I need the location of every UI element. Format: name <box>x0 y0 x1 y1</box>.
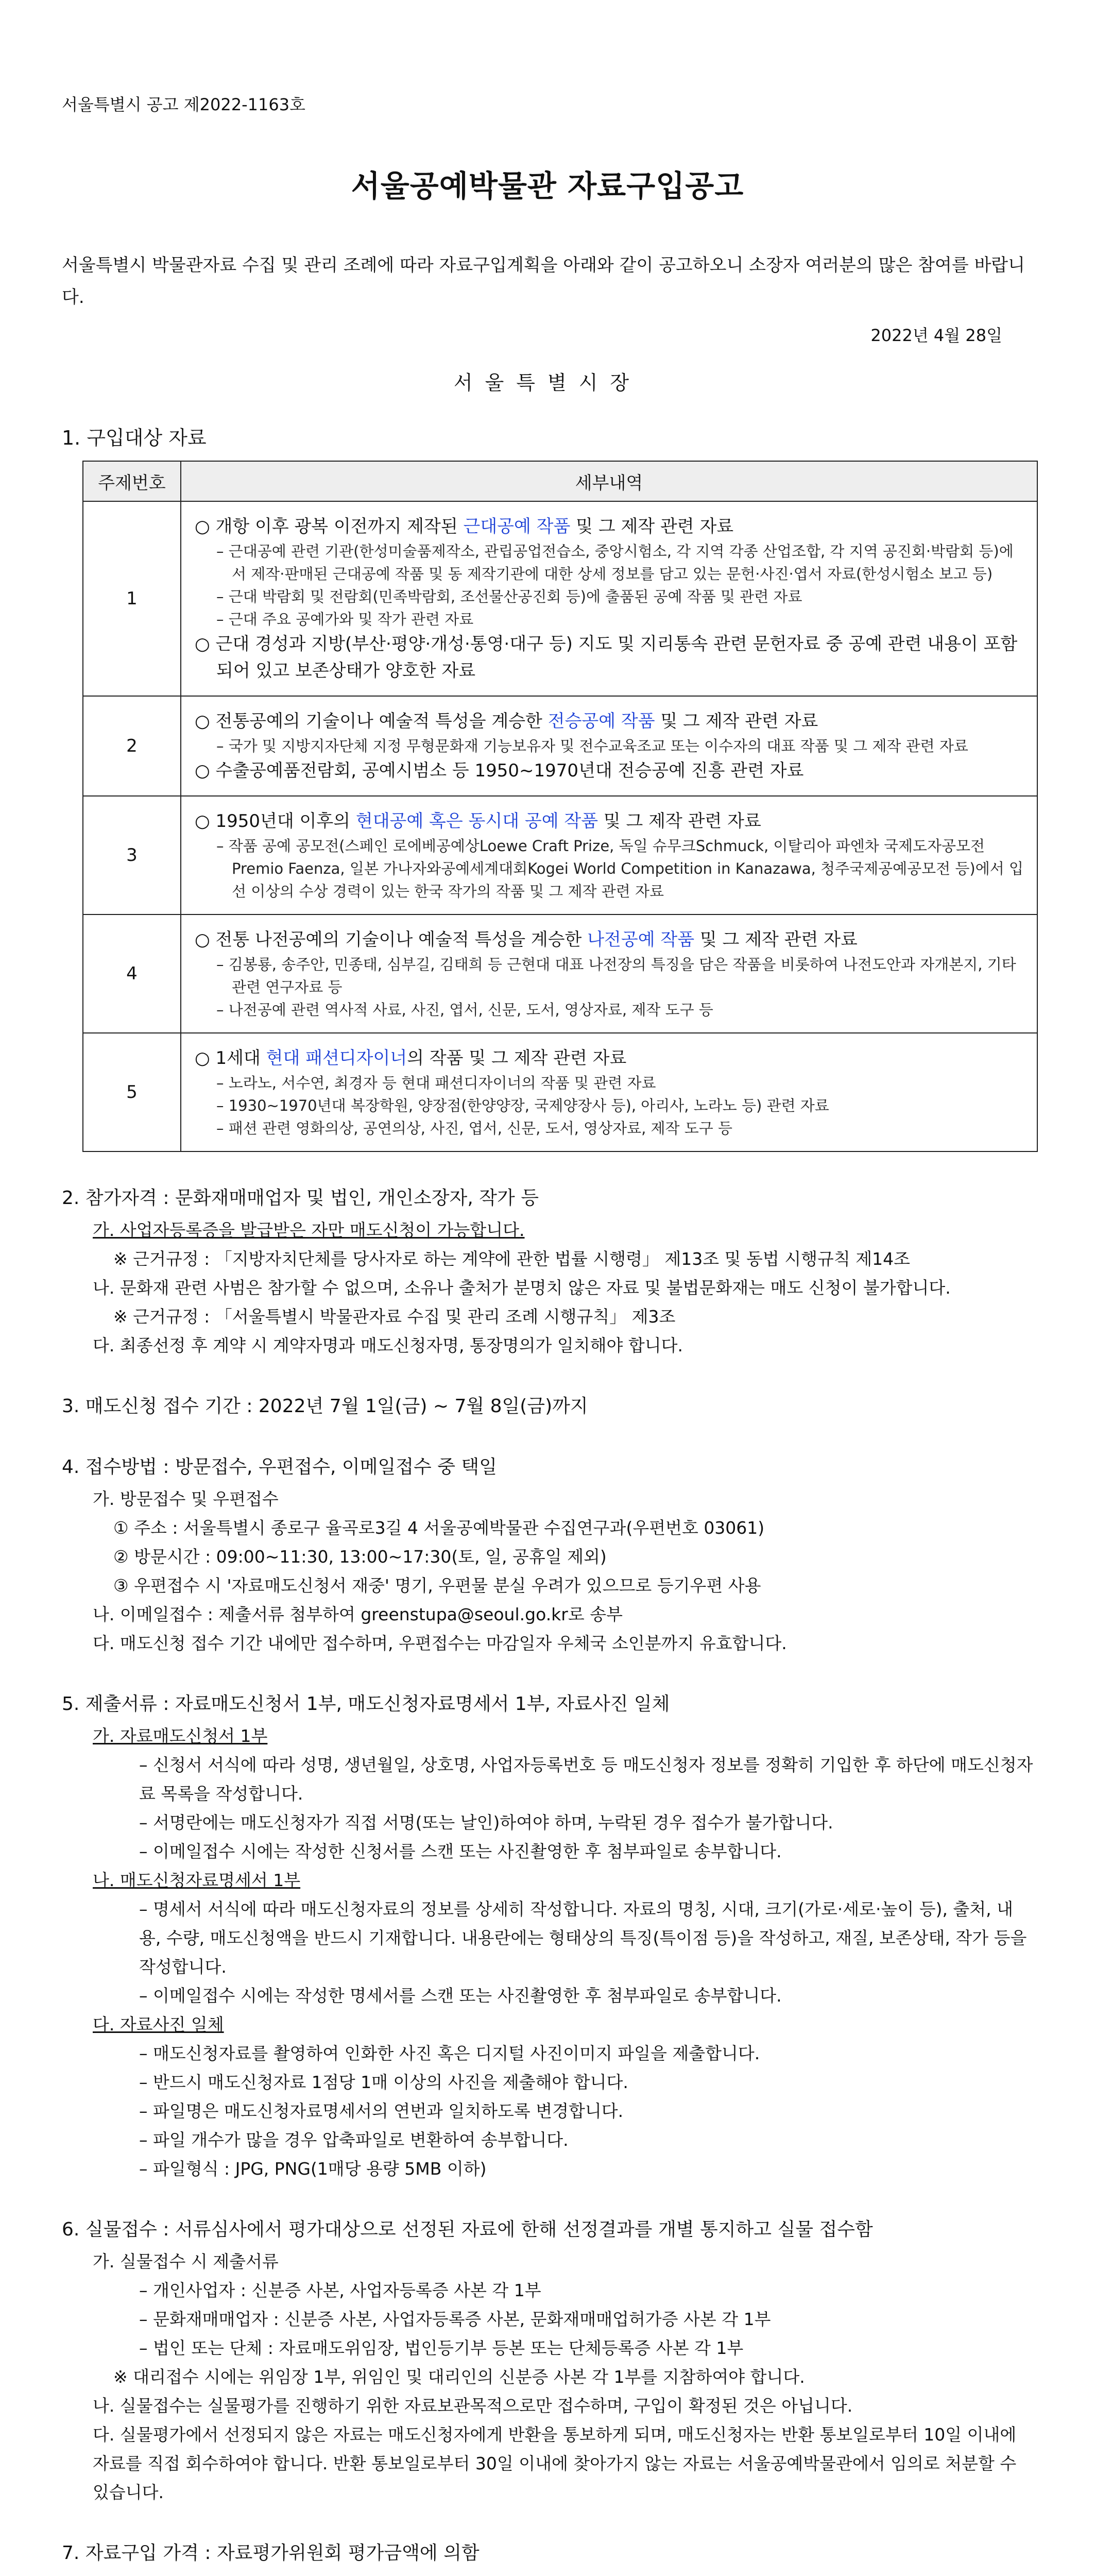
table-row <box>83 696 1037 796</box>
table-row <box>83 1033 1037 1151</box>
table-body <box>83 501 1037 1151</box>
topic-details <box>181 796 1037 914</box>
highlighted-term: 전승공예 작품 <box>548 711 655 732</box>
section-line: 다. 최종선정 후 계약 시 계약자명과 매도신청자명, 통장명의가 일치해야 합니다. <box>93 1335 683 1355</box>
highlighted-term: 근대공예 작품 <box>463 516 571 537</box>
notice-date: 2022년 4월 28일 <box>870 326 1002 345</box>
section-line: 다. 자료사진 일체 <box>93 2014 224 2035</box>
sub-item: – 나전공예 관련 역사적 사료, 사진, 엽서, 신문, 도서, 영상자료, 제작 도구 등 <box>216 1001 713 1019</box>
section-line: – 개인사업자 : 신분증 사본, 사업자등록증 사본 각 1부 <box>139 2280 541 2300</box>
topic-details <box>181 1033 1037 1151</box>
section-line: 가. 방문접수 및 우편접수 <box>93 1489 279 1509</box>
main-item: ○ 1950년대 이후의 현대공예 혹은 동시대 공예 작품 및 그 제작 관련 자료 <box>195 811 761 832</box>
section-line: – 매도신청자료를 촬영하여 인화한 사진 혹은 디지털 사진이미지 파일을 제출합니다. <box>139 2043 760 2063</box>
sub-item: – 근대 박람회 및 전람회(민족박람회, 조선물산공진회 등)에 출품된 공예 작품 및 관련 자료 <box>216 588 802 605</box>
sub-item: – 근대 주요 공예가와 및 작가 관련 자료 <box>216 611 474 628</box>
section-line: 가. 사업자등록증을 발급받은 자만 매도신청이 가능합니다. <box>93 1220 525 1240</box>
table-row <box>83 914 1037 1033</box>
topic-details <box>181 501 1037 696</box>
section-1-title: 1. 구입대상 자료 <box>62 427 207 449</box>
section-line: – 문화재매매업자 : 신분증 사본, 사업자등록증 사본, 문화재매매업허가증 사본 각 1부 <box>139 2309 771 2329</box>
section-line: 가. 자료매도신청서 1부 <box>93 1726 268 1746</box>
section-title: 6. 실물접수 : 서류심사에서 평가대상으로 선정된 자료에 한해 선정결과를 개별 통지하고 실물 접수함 <box>62 2219 873 2240</box>
main-item: ○ 전통공예의 기술이나 예술적 특성을 계승한 전승공예 작품 및 그 제작 관련 자료 <box>195 711 818 732</box>
sub-item: – 국가 및 지방지자단체 지정 무형문화재 기능보유자 및 전수교육조교 또는 이수자의 대표 작품 및 그 제작 관련 자료 <box>216 737 968 755</box>
section-line: 나. 이메일접수 : 제출서류 첨부하여 greenstupa@seoul.go.kr로 송부 <box>93 1604 623 1624</box>
section-line: – 법인 또는 단체 : 자료매도위임장, 법인등기부 등본 또는 단체등록증 사본 각 1부 <box>139 2338 744 2358</box>
section-title: 5. 제출서류 : 자료매도신청서 1부, 매도신청자료명세서 1부, 자료사진 일체 <box>62 1693 670 1715</box>
section-line: – 이메일접수 시에는 작성한 신청서를 스캔 또는 사진촬영한 후 첨부파일로 송부합니다. <box>139 1841 782 1861</box>
section-5 <box>62 1690 1033 2183</box>
section-line: – 파일형식 : JPG, PNG(1매당 용량 5MB 이하) <box>139 2159 487 2179</box>
section-line: ※ 근거규정 : 「지방자치단체를 당사자로 하는 계약에 관한 법률 시행령」 제13조 및 동법 시행규칙 제14조 <box>113 1249 910 1269</box>
section-title: 4. 접수방법 : 방문접수, 우편접수, 이메일접수 중 택일 <box>62 1456 497 1478</box>
section-4 <box>62 1453 1033 1658</box>
purchase-target-table <box>82 461 1038 1152</box>
section-line: ② 방문시간 : 09:00~11:30, 13:00~17:30(토, 일, 공휴일 제외) <box>113 1547 607 1567</box>
topic-number: 1 <box>83 501 181 696</box>
section-6 <box>62 2215 1033 2507</box>
intro-paragraph: 서울특별시 박물관자료 수집 및 관리 조례에 따라 자료구입계획을 아래와 같이 공고하오니 소장자 여러분의 많은 참여를 바랍니다. <box>62 255 1025 308</box>
section-line: 다. 매도신청 접수 기간 내에만 접수하며, 우편접수는 마감일자 우체국 소인분까지 유효합니다. <box>93 1633 787 1653</box>
highlighted-term: 현대 패션디자이너 <box>266 1048 407 1069</box>
topic-details <box>181 696 1037 796</box>
section-line: – 신청서 서식에 따라 성명, 생년월일, 상호명, 사업자등록번호 등 매도신청자 정보를 정확히 기입한 후 하단에 매도신청자료 목록을 작성합니다. <box>139 1755 1033 1804</box>
issuing-organization: 서울특별시장 <box>453 371 642 394</box>
section-line: 나. 매도신청자료명세서 1부 <box>93 1870 301 1890</box>
section-line: ※ 근거규정 : 「서울특별시 박물관자료 수집 및 관리 조례 시행규칙」 제3조 <box>113 1307 676 1327</box>
section-title: 3. 매도신청 접수 기간 : 2022년 7월 1일(금) ~ 7월 8일(금)까지 <box>62 1396 588 1417</box>
topic-details <box>181 914 1037 1033</box>
topic-number: 3 <box>83 796 181 914</box>
topic-number: 5 <box>83 1033 181 1151</box>
sub-item: – 근대공예 관련 기관(한성미술품제작소, 관립공업전습소, 중앙시험소, 각 지역 각종 산업조합, 각 지역 공진회·박람회 등)에서 제작·판매된 근대공예 작품 및 동 제작기관에 대한 상세 정보를 담고 있는 문헌·사진·엽서 자료(한성시험소 보고 등) <box>216 543 1014 583</box>
column-header-number: 주제번호 <box>83 461 181 501</box>
main-item: ○ 1세대 현대 패션디자이너의 작품 및 그 제작 관련 자료 <box>195 1048 627 1069</box>
section-title: 7. 자료구입 가격 : 자료평가위원회 평가금액에 의함 <box>62 2543 480 2564</box>
table-row <box>83 501 1037 696</box>
section-line: – 서명란에는 매도신청자가 직접 서명(또는 날인)하여야 하며, 누락된 경우 접수가 불가합니다. <box>139 1812 833 1833</box>
topic-number: 4 <box>83 914 181 1033</box>
table-header-row <box>83 461 1037 501</box>
section-line: – 이메일접수 시에는 작성한 명세서를 스캔 또는 사진촬영한 후 첨부파일로 송부합니다. <box>139 1986 782 2006</box>
section-3 <box>62 1392 1033 1421</box>
page-title: 서울공예박물관 자료구입공고 <box>351 168 744 204</box>
main-item: ○ 근대 경성과 지방(부산·평양·개성·통영·대구 등) 지도 및 지리통속 관련 문헌자료 중 공예 관련 내용이 포함되어 있고 보존상태가 양호한 자료 <box>195 634 1018 681</box>
section-line: – 파일 개수가 많을 경우 압축파일로 변환하여 송부합니다. <box>139 2130 569 2150</box>
table-row <box>83 796 1037 914</box>
notice-number: 서울특별시 공고 제2022-1163호 <box>62 95 305 114</box>
section-line: – 명세서 서식에 따라 매도신청자료의 정보를 상세히 작성합니다. 자료의 명칭, 시대, 크기(가로·세로·높이 등), 출처, 내용, 수량, 매도신청액을 반드시 기재합니다. 내용란에는 형태상의 특징(특이점 등)을 작성하고, 재질, 보존상태, 작가 등을 작성합니다. <box>139 1899 1027 1977</box>
topic-number: 2 <box>83 696 181 796</box>
main-item: ○ 전통 나전공예의 기술이나 예술적 특성을 계승한 나전공예 작품 및 그 제작 관련 자료 <box>195 929 858 950</box>
section-line: ③ 우편접수 시 '자료매도신청서 재중' 명기, 우편물 분실 우려가 있으므로 등기우편 사용 <box>113 1575 761 1596</box>
sub-item: – 노라노, 서수연, 최경자 등 현대 패션디자이너의 작품 및 관련 자료 <box>216 1074 656 1092</box>
section-line: 나. 문화재 관련 사범은 참가할 수 없으며, 소유나 출처가 분명치 않은 자료 및 불법문화재는 매도 신청이 불가합니다. <box>93 1278 951 1298</box>
sub-item: – 1930~1970년대 복장학원, 양장점(한양양장, 국제양장사 등), 아리사, 노라노 등) 관련 자료 <box>216 1097 829 1114</box>
sub-item: – 작품 공예 공모전(스페인 로에베공예상Loewe Craft Prize, 독일 슈무크Schmuck, 이탈리아 파엔차 국제도자공모전Premio Faenza, 일본 가나자와공예세계대회Kogei World Competition in Kanazawa, 청주국제공예공모전 등)에서 입선 이상의 수상 경력이 있는 한국 작가의 작품 및 그 제작 관련 자료 <box>216 837 1023 900</box>
section-line: ※ 대리접수 시에는 위임장 1부, 위임인 및 대리인의 신분증 사본 각 1부를 지참하여야 합니다. <box>113 2367 805 2387</box>
notice-sections <box>62 1184 1033 2576</box>
section-line: 가. 실물접수 시 제출서류 <box>93 2251 279 2272</box>
sub-item: – 패션 관련 영화의상, 공연의상, 사진, 엽서, 신문, 도서, 영상자료, 제작 도구 등 <box>216 1120 733 1137</box>
section-line: 다. 실물평가에서 선정되지 않은 자료는 매도신청자에게 반환을 통보하게 되며, 매도신청자는 반환 통보일로부터 10일 이내에 자료를 직접 회수하여야 합니다. 반환 통보일로부터 30일 이내에 찾아가지 않는 자료는 서울공예박물관에서 임의로 처분할 수 있습니다. <box>93 2425 1017 2502</box>
highlighted-term: 현대공예 혹은 동시대 공예 작품 <box>355 811 598 832</box>
sub-item: – 김봉룡, 송주안, 민종태, 심부길, 김태희 등 근현대 대표 나전장의 특징을 담은 작품을 비롯하여 나전도안과 자개본지, 기타 관련 연구자료 등 <box>216 956 1016 996</box>
highlighted-term: 나전공예 작품 <box>587 929 695 950</box>
main-item: ○ 개항 이후 광복 이전까지 제작된 근대공예 작품 및 그 제작 관련 자료 <box>195 516 734 537</box>
section-title: 2. 참가자격 : 문화재매매업자 및 법인, 개인소장자, 작가 등 <box>62 1188 539 1209</box>
section-line: 나. 실물접수는 실물평가를 진행하기 위한 자료보관목적으로만 접수하며, 구입이 확정된 것은 아닙니다. <box>93 2396 853 2416</box>
main-item: ○ 수출공예품전람회, 공예시범소 등 1950~1970년대 전승공예 진흥 관련 자료 <box>195 760 804 781</box>
section-line: – 반드시 매도신청자료 1점당 1매 이상의 사진을 제출해야 합니다. <box>139 2072 628 2092</box>
section-7 <box>62 2539 1033 2568</box>
section-line: – 파일명은 매도신청자료명세서의 연번과 일치하도록 변경합니다. <box>139 2101 624 2121</box>
section-2 <box>62 1184 1033 1360</box>
section-line: ① 주소 : 서울특별시 종로구 율곡로3길 4 서울공예박물관 수집연구과(우편번호 03061) <box>113 1518 765 1538</box>
column-header-description: 세부내역 <box>181 461 1037 501</box>
